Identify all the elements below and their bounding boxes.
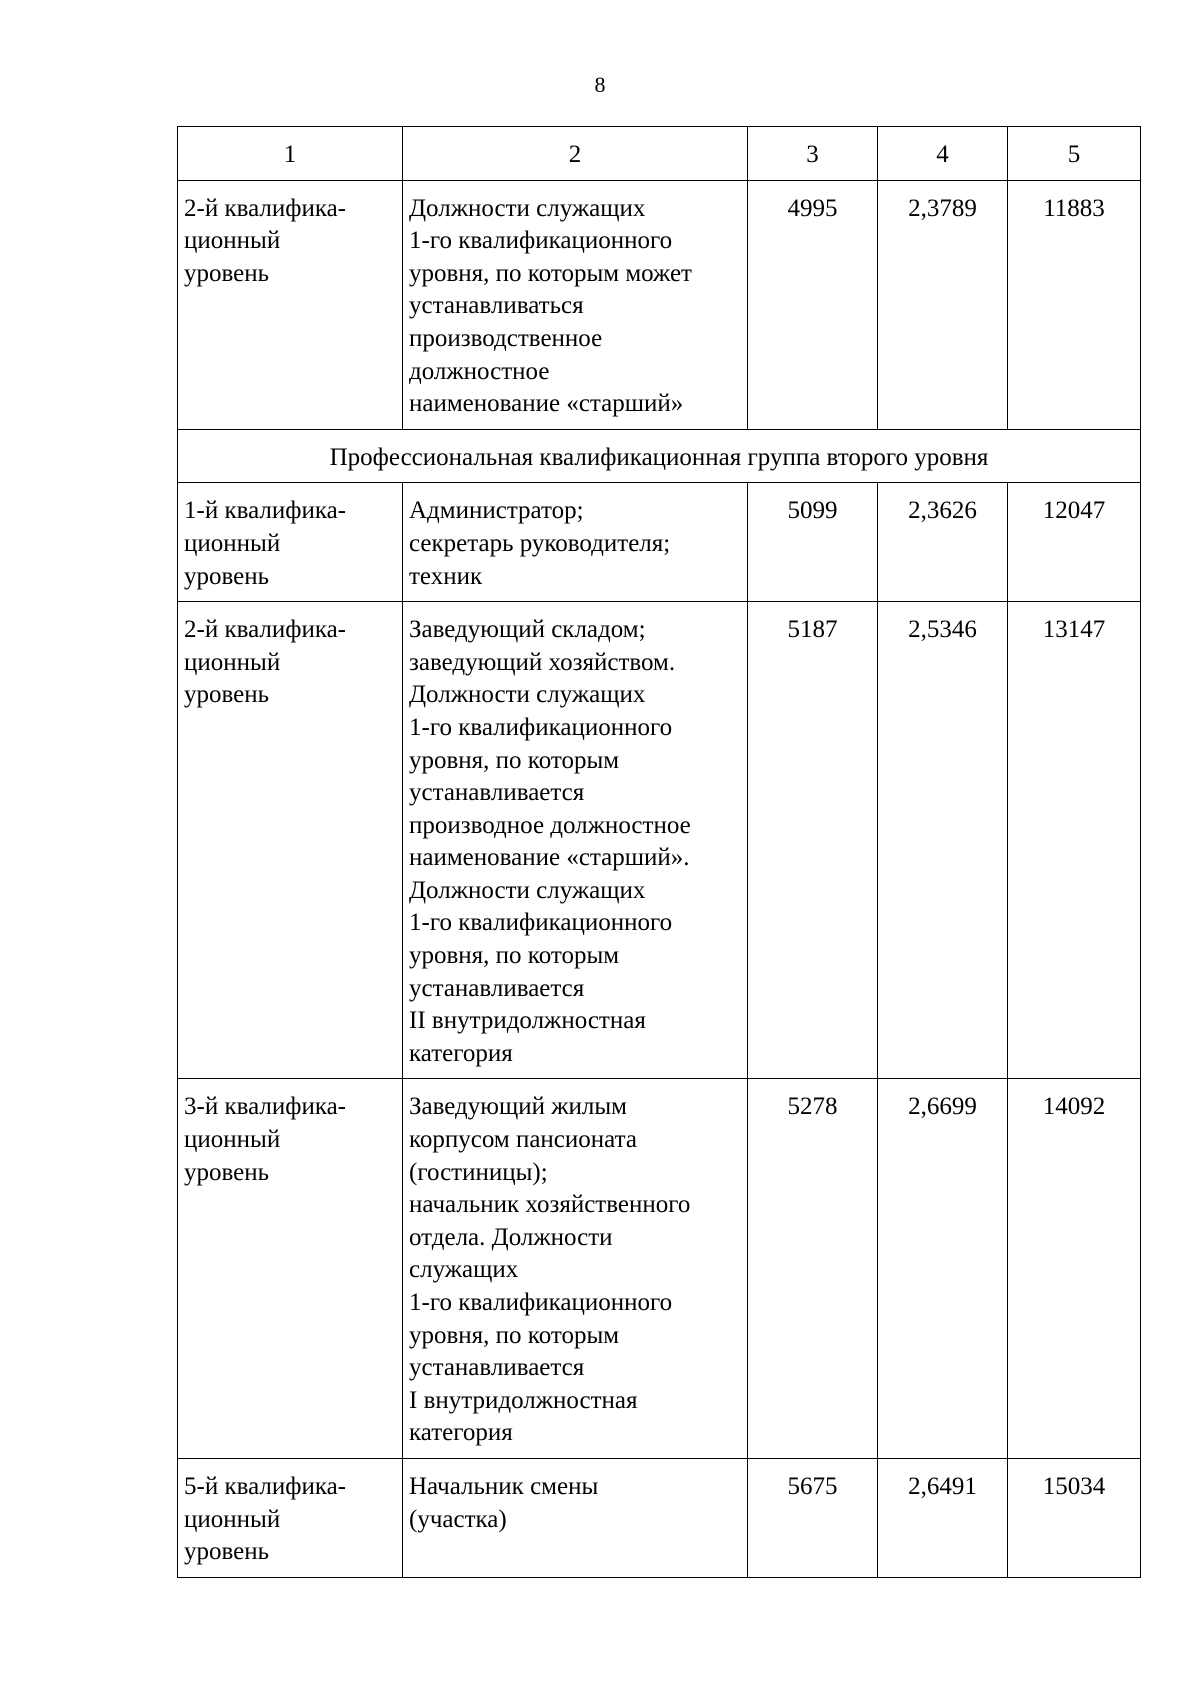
- table-row: [178, 1079, 1141, 1459]
- positions-line: заведующий хозяйством.: [409, 648, 676, 676]
- positions-line: I внутридолжностная: [409, 1386, 638, 1414]
- qualification-level-line: уровень: [184, 1538, 270, 1566]
- table-row: [178, 602, 1141, 1079]
- table-body: [178, 127, 1141, 1578]
- header-cell-2: 2: [403, 127, 748, 181]
- page-number: 8: [594, 72, 606, 97]
- positions-line: секретарь руководителя;: [409, 529, 671, 557]
- positions-cell: [403, 1079, 748, 1459]
- positions-line: устанавливается: [409, 779, 585, 807]
- positions-cell: [403, 1458, 748, 1577]
- positions-line: 1-го квалификационного: [409, 909, 673, 937]
- qualification-level-line: 2-й квалифика-: [184, 616, 347, 644]
- value-col5-cell: 13147: [1008, 602, 1141, 1079]
- positions-line: уровня, по которым может: [409, 259, 692, 287]
- value-col5-cell: 15034: [1008, 1458, 1141, 1577]
- positions-line: техник: [409, 562, 483, 590]
- qualification-level-line: ционный: [184, 227, 281, 255]
- positions-line: Заведующий жилым: [409, 1093, 627, 1121]
- qualification-level-line: уровень: [184, 681, 270, 709]
- qualification-level-line: ционный: [184, 648, 281, 676]
- positions-line: уровня, по которым: [409, 1321, 620, 1349]
- positions-cell: [403, 602, 748, 1079]
- positions-line: производственное: [409, 324, 603, 352]
- qualification-level-line: уровень: [184, 1158, 270, 1186]
- positions-line: Должности служащих: [409, 681, 646, 709]
- positions-line: начальник хозяйственного: [409, 1191, 691, 1219]
- qualification-level-cell: [178, 1079, 403, 1459]
- value-col5-cell: 14092: [1008, 1079, 1141, 1459]
- positions-line: наименование «старший».: [409, 844, 690, 872]
- positions-line: устанавливаться: [409, 292, 584, 320]
- table-row: [178, 180, 1141, 429]
- positions-line: Заведующий складом;: [409, 616, 646, 644]
- value-col3-cell: 5278: [748, 1079, 878, 1459]
- positions-line: 1-го квалификационного: [409, 713, 673, 741]
- qualification-level-cell: [178, 180, 403, 429]
- qualification-level-line: уровень: [184, 259, 270, 287]
- positions-line: Начальник смены: [409, 1472, 599, 1500]
- qualification-level-line: уровень: [184, 562, 270, 590]
- positions-cell: [403, 180, 748, 429]
- positions-line: (участка): [409, 1505, 507, 1533]
- positions-line: категория: [409, 1039, 513, 1067]
- table-row: [178, 483, 1141, 602]
- positions-line: производное должностное: [409, 811, 691, 839]
- qualification-level-line: 1-й квалифика-: [184, 497, 347, 525]
- value-col4-cell: 2,5346: [878, 602, 1008, 1079]
- value-col5-cell: 11883: [1008, 180, 1141, 429]
- value-col4-cell: 2,6699: [878, 1079, 1008, 1459]
- positions-line: отдела. Должности: [409, 1223, 613, 1251]
- qualification-level-line: ционный: [184, 529, 281, 557]
- value-col3-cell: 5099: [748, 483, 878, 602]
- header-cell-1: 1: [178, 127, 403, 181]
- positions-line: (гостиницы);: [409, 1158, 548, 1186]
- positions-line: корпусом пансионата: [409, 1126, 637, 1154]
- table-row: [178, 1458, 1141, 1577]
- qualification-level-cell: [178, 483, 403, 602]
- positions-line: 1-го квалификационного: [409, 1289, 673, 1316]
- qualification-level-line: ционный: [184, 1126, 281, 1154]
- positions-line: Администратор;: [409, 497, 584, 525]
- value-col4-cell: 2,6491: [878, 1458, 1008, 1577]
- positions-line: устанавливается: [409, 974, 585, 1002]
- header-cell-3: 3: [748, 127, 878, 181]
- positions-line: Должности служащих: [409, 194, 646, 222]
- positions-line: 1-го квалификационного: [409, 227, 673, 255]
- header-cell-5: 5: [1008, 127, 1141, 181]
- value-col5-cell: 12047: [1008, 483, 1141, 602]
- qualification-table: [177, 126, 1141, 1578]
- positions-cell: [403, 483, 748, 602]
- value-col3-cell: 5187: [748, 602, 878, 1079]
- positions-line: устанавливается: [409, 1354, 585, 1382]
- positions-line: наименование «старший»: [409, 390, 684, 418]
- qualification-level-line: ционный: [184, 1505, 281, 1533]
- value-col4-cell: 2,3789: [878, 180, 1008, 429]
- qualification-level-line: 2-й квалифика-: [184, 194, 347, 222]
- qualification-level-cell: [178, 1458, 403, 1577]
- positions-line: II внутридолжностная: [409, 1007, 646, 1035]
- header-row: [178, 127, 1141, 181]
- positions-line: служащих: [409, 1256, 519, 1284]
- positions-line: категория: [409, 1419, 513, 1447]
- header-cell-4: 4: [878, 127, 1008, 181]
- value-col3-cell: 4995: [748, 180, 878, 429]
- qualification-level-line: 3-й квалифика-: [184, 1093, 347, 1121]
- positions-line: уровня, по которым: [409, 942, 620, 970]
- value-col4-cell: 2,3626: [878, 483, 1008, 602]
- group-title: Профессиональная квалификационная группа второго уровня: [178, 429, 1141, 483]
- value-col3-cell: 5675: [748, 1458, 878, 1577]
- positions-line: уровня, по которым: [409, 746, 620, 774]
- qualification-level-line: 5-й квалифика-: [184, 1472, 347, 1500]
- group-row: [178, 429, 1141, 483]
- positions-line: должностное: [409, 357, 550, 385]
- qualification-level-cell: [178, 602, 403, 1079]
- positions-line: Должности служащих: [409, 876, 646, 904]
